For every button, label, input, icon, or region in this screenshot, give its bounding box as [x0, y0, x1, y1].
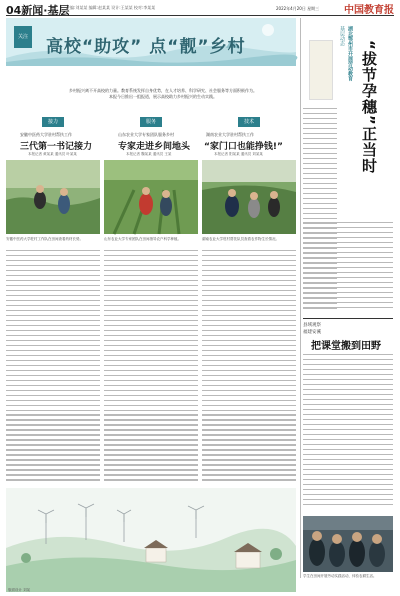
page-number: 04新闻·基层 [6, 4, 70, 17]
story-3-body [202, 250, 296, 486]
side-body-wide [303, 222, 393, 314]
feature-lead: 乡村振兴离不开高校的力量。教育系统发挥自身优势，在人才培养、科学研究、社会服务等方面积极作为。本报今日推出一组报道，展示高校助力乡村振兴的生动实践。 [69, 88, 257, 99]
side-decoration [309, 40, 333, 100]
newspaper-masthead: 中国教育报 [344, 5, 394, 16]
story-1-caption: 安徽中医药大学驻村工作队在田间查看药材长势。 [6, 237, 83, 241]
side-story-headline: 把课堂搬到田野 [311, 341, 381, 352]
feature-banner [6, 18, 296, 66]
side-divider [303, 318, 393, 319]
feature-headline: 高校“助攻” 点“靓”乡村 [46, 37, 246, 57]
side-headline: “拔节孕穗”正当时 [360, 40, 378, 174]
story-1-kicker: 安徽中医药大学驻村帮扶工作 [20, 132, 72, 137]
story-1-title: 三代第一书记接力 [20, 142, 93, 152]
side-subsection-label: 福建安溪 [303, 330, 321, 335]
story-3-photo [202, 160, 296, 234]
side-photo-caption: 学生在田间开展劳动实践活动，体验农耕生活。 [303, 574, 377, 578]
story-2-byline: 本报记者 魏某某 通讯员 王某 [126, 152, 172, 156]
story-1-photo [6, 160, 100, 234]
story-1-label: 接力 [42, 117, 64, 127]
story-3-caption: 湖南农业大学驻村帮扶队员查看农作物生长情况。 [202, 237, 279, 241]
story-1-byline: 本报记者 黄某某 通讯员 叶某某 [28, 152, 77, 156]
story-2-body [104, 250, 198, 486]
main-column [6, 18, 296, 592]
issue-date: 2022年4月20日 星期三 [276, 6, 320, 11]
page-header [6, 2, 394, 16]
side-section-label: 县域观察 [303, 323, 321, 328]
rural-scene-illustration [6, 488, 296, 592]
side-story-body [303, 354, 393, 512]
banner-tag: 关注 [14, 26, 32, 48]
story-3-kicker: 湖南农业大学驻村帮扶工作 [206, 132, 254, 137]
story-3-label: 技术 [238, 117, 260, 127]
story-3-byline: 本报记者 阳某某 通讯员 刘某某 [214, 152, 263, 156]
side-story-photo [303, 516, 393, 572]
story-3-title: “家门口也能挣钱!” [204, 142, 283, 152]
side-kicker: 湖北鄂州市开展劳动教育 [347, 26, 353, 81]
story-2-photo [104, 160, 198, 234]
bottom-credit: 版面设计 刘某 [8, 588, 31, 592]
story-2-title: 专家走进乡间地头 [118, 142, 191, 152]
story-2-caption: 山东农业大学专家团队在田间指导农户科学种植。 [104, 237, 181, 241]
side-subkicker: 基层动态 [339, 26, 345, 46]
side-column [300, 18, 394, 578]
story-2-kicker: 山东农业大学专家团队服务乡村 [118, 132, 174, 137]
editor-credits: 主编:刘某某 编辑:赵某某 设计:王某某 校对:李某某 [66, 5, 156, 10]
story-2-label: 服务 [140, 117, 162, 127]
story-1-body [6, 250, 100, 486]
